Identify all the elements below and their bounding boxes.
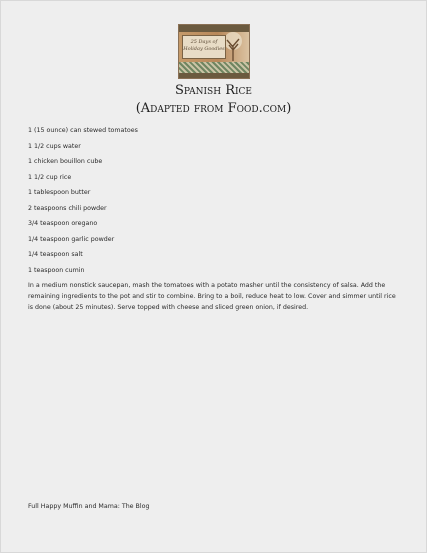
ingredient-item: 1 1/2 cups water [28, 142, 81, 150]
ingredient-item: 1 teaspoon cumin [28, 266, 85, 274]
ingredient-item: 1/4 teaspoon garlic powder [28, 235, 115, 243]
recipe-source: (Adapted from Food.com) [135, 101, 292, 116]
ingredient-item: 1 (15 ounce) can stewed tomatoes [28, 127, 138, 134]
logo-label-card [182, 35, 226, 59]
ingredient-item: 1 tablespoon butter [28, 189, 91, 196]
ingredient-item: 1 chicken bouillon cube [28, 158, 103, 165]
holiday-goodies-logo [178, 24, 250, 79]
ingredient-list [28, 126, 138, 281]
ingredient-item: 2 teaspoons chili powder [28, 204, 107, 212]
logo-bottom-band [179, 73, 249, 78]
ingredient-item: 1/4 teaspoon salt [28, 251, 83, 258]
logo-text: 25 Days of Holiday Goodies [183, 39, 225, 52]
recipe-directions: In a medium nonstick saucepan, mash the tomatoes with a potato masher until the consistency of salsa. Add the remaining ingredients to the pot and stir to combine. Bring to a boil, reduce heat to low. Cover and simmer until rice is done (about 25 minutes). Serve topped with cheese and sliced green onion, if desired. [28, 282, 396, 311]
recipe-title: Spanish Rice [174, 83, 252, 98]
footer-credit: Full Happy Muffin and Mama: The Blog [28, 503, 150, 510]
ingredient-item: 3/4 teaspoon oregano [28, 220, 98, 227]
ingredient-item: 1 1/2 cup rice [28, 173, 72, 181]
